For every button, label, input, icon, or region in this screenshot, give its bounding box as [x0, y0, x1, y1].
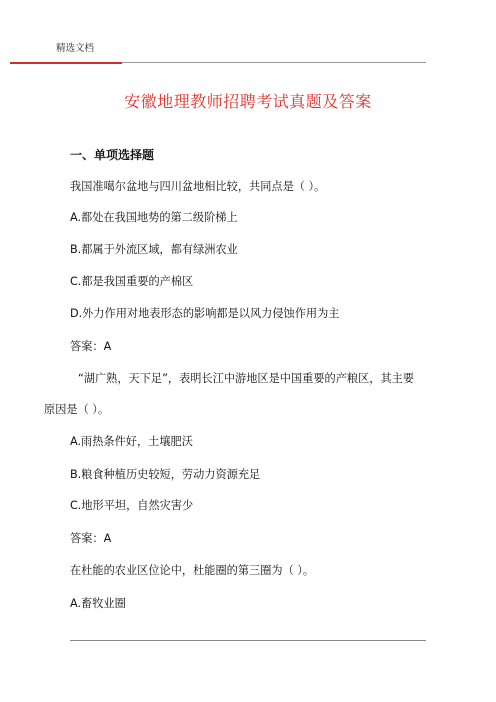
section-heading: 一、单项选择题	[70, 148, 155, 162]
header-rule-accent	[10, 62, 122, 64]
text-line: “湖广熟，天下足”，表明长江中游地区是中国重要的产粮区，其主要	[78, 372, 415, 385]
text-line: A.畜牧业圈	[70, 597, 126, 610]
text-line: C.地形平坦，自然灾害少	[70, 499, 194, 512]
text-line: 我国准噶尔盆地与四川盆地相比较，共同点是（ ）。	[70, 180, 326, 193]
text-line: D.外力作用对地表形态的影响都是以风力侵蚀作用为主	[70, 307, 340, 320]
footer-rule	[70, 640, 426, 641]
header-label: 精选文档	[56, 43, 95, 54]
text-line: A.都处在我国地势的第二级阶梯上	[70, 211, 238, 224]
text-line: 原因是（ ）。	[44, 403, 110, 416]
text-line: A.雨热条件好，土壤肥沃	[70, 435, 193, 448]
text-line: C.都是我国重要的产棉区	[70, 275, 194, 288]
header-rule	[122, 62, 426, 63]
text-line: B.粮食种植历史较短，劳动力资源充足	[70, 468, 261, 481]
text-line: B.都属于外流区域，都有绿洲农业	[70, 243, 238, 256]
document-title: 安徽地理教师招聘考试真题及答案	[124, 92, 372, 111]
text-line: 答案：A	[70, 532, 112, 545]
text-line: 答案：A	[70, 340, 112, 353]
text-line: 在杜能的农业区位论中，杜能圈的第三圈为（ ）。	[70, 564, 315, 577]
